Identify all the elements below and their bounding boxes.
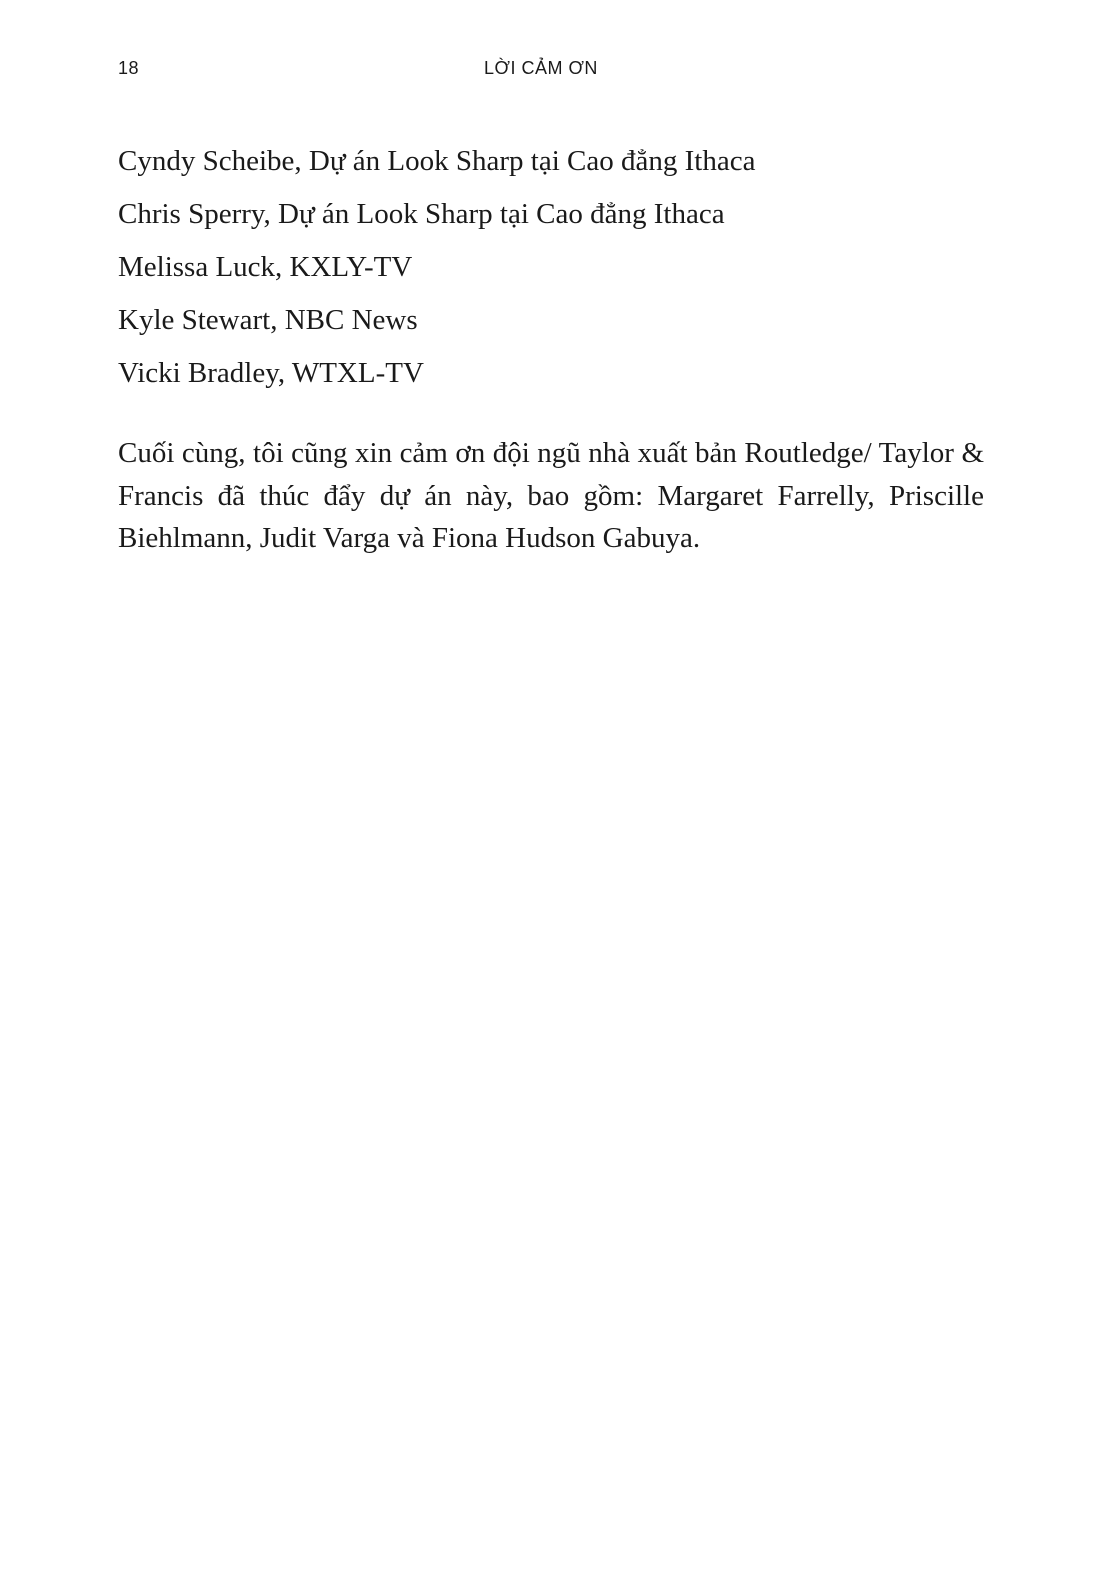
- credit-line: Vicki Bradley, WTXL-TV: [118, 357, 424, 389]
- chapter-title: LỜI CẢM ƠN: [484, 58, 598, 78]
- credit-line: Melissa Luck, KXLY-TV: [118, 251, 413, 283]
- credits-list: [118, 135, 986, 400]
- running-header: [118, 58, 986, 84]
- closing-paragraph: Cuối cùng, tôi cũng xin cảm ơn đội ngũ nhà xuất bản Routledge/ Taylor & Francis đã thúc đẩy dự án này, bao gồm: Margaret Farrelly, Priscille Biehlmann, Judit Varga và Fiona Hudson Gabuya.: [118, 437, 984, 554]
- credit-line: Kyle Stewart, NBC News: [118, 304, 418, 336]
- page-number: 18: [118, 58, 140, 78]
- credit-line: Chris Sperry, Dự án Look Sharp tại Cao đẳng Ithaca: [118, 198, 725, 230]
- credit-line: Cyndy Scheibe, Dự án Look Sharp tại Cao đẳng Ithaca: [118, 145, 756, 177]
